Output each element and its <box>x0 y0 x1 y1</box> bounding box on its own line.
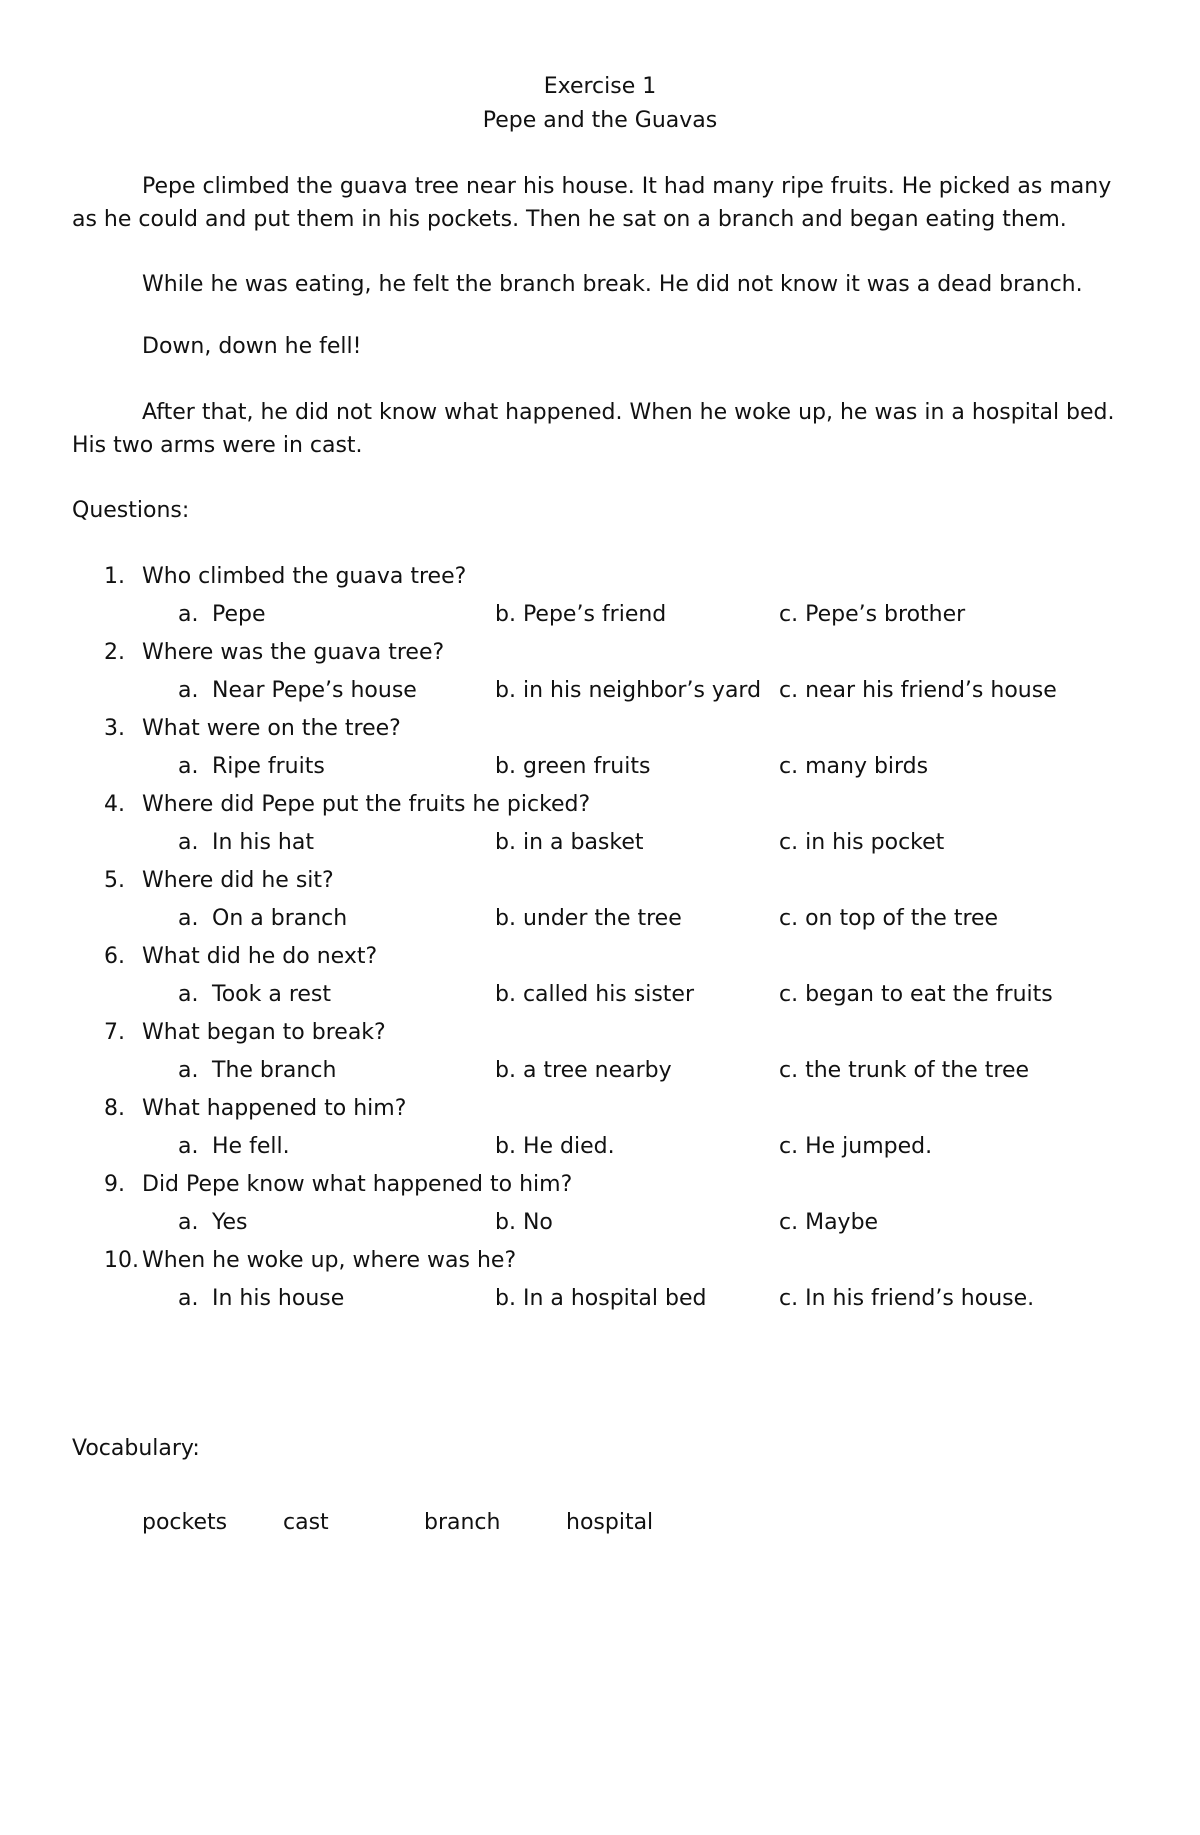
choice-b: b. in a basket <box>495 830 644 855</box>
choice-a-letter: a. <box>178 906 199 931</box>
vocabulary-word: branch <box>424 1510 501 1535</box>
question-item-8 <box>0 1092 1200 1168</box>
question-text: What began to break? <box>142 1020 386 1045</box>
vocabulary-word: hospital <box>566 1510 654 1535</box>
choice-a-letter: a. <box>178 678 199 703</box>
story-paragraph-1: Pepe climbed the guava tree near his house. It had many ripe fruits. He picked as many as he could and put them in his pockets. Then he sat on a branch and began eating them. <box>72 174 1112 232</box>
question-number: 3. <box>104 716 125 741</box>
choice-a-letter: a. <box>178 982 199 1007</box>
choice-a: On a branch <box>212 906 348 931</box>
choice-a: Pepe <box>212 602 266 627</box>
vocabulary-heading: Vocabulary: <box>72 1436 200 1461</box>
choice-a: He fell. <box>212 1134 290 1159</box>
choice-a-letter: a. <box>178 1286 199 1311</box>
question-text: What were on the tree? <box>142 716 401 741</box>
choice-c: c. Maybe <box>779 1210 879 1235</box>
choice-c: c. the trunk of the tree <box>779 1058 1030 1083</box>
question-text: When he woke up, where was he? <box>142 1248 517 1273</box>
question-text: Who climbed the guava tree? <box>142 564 467 589</box>
story-paragraph-3: Down, down he fell! <box>142 334 362 359</box>
question-number: 4. <box>104 792 125 817</box>
question-number: 9. <box>104 1172 125 1197</box>
question-text: Where was the guava tree? <box>142 640 445 665</box>
choice-c: c. on top of the tree <box>779 906 999 931</box>
choice-c: c. many birds <box>779 754 929 779</box>
choice-a: In his house <box>212 1286 345 1311</box>
choice-b: b. He died. <box>495 1134 615 1159</box>
question-item-5 <box>0 864 1200 940</box>
choice-b: b. green fruits <box>495 754 651 779</box>
question-item-3 <box>0 712 1200 788</box>
story-paragraph-4: After that, he did not know what happened. When he woke up, he was in a hospital bed. His two arms were in cast. <box>72 400 1115 458</box>
question-item-6 <box>0 940 1200 1016</box>
vocabulary-list <box>0 1506 1200 1540</box>
story-paragraph-2: While he was eating, he felt the branch break. He did not know it was a dead branch. <box>142 272 1083 297</box>
choice-c: c. began to eat the fruits <box>779 982 1053 1007</box>
choice-b: b. Pepe’s friend <box>495 602 667 627</box>
story-title: Pepe and the Guavas <box>482 108 718 133</box>
question-item-1 <box>0 560 1200 636</box>
choice-c: c. In his friend’s house. <box>779 1286 1035 1311</box>
question-number: 1. <box>104 564 125 589</box>
choice-b: b. No <box>495 1210 553 1235</box>
question-item-9 <box>0 1168 1200 1244</box>
choice-b: b. a tree nearby <box>495 1058 672 1083</box>
choice-b: b. In a hospital bed <box>495 1286 707 1311</box>
exercise-title: Exercise 1 <box>543 74 657 99</box>
choice-c: c. He jumped. <box>779 1134 933 1159</box>
choice-a-letter: a. <box>178 830 199 855</box>
question-text: Where did Pepe put the fruits he picked? <box>142 792 591 817</box>
question-item-7 <box>0 1016 1200 1092</box>
choice-b: b. called his sister <box>495 982 694 1007</box>
question-text: What happened to him? <box>142 1096 407 1121</box>
question-number: 6. <box>104 944 125 969</box>
choice-a: The branch <box>212 1058 337 1083</box>
choice-a: Yes <box>212 1210 248 1235</box>
question-text: Did Pepe know what happened to him? <box>142 1172 573 1197</box>
choice-a: Ripe fruits <box>212 754 325 779</box>
question-item-10 <box>0 1244 1200 1320</box>
question-text: Where did he sit? <box>142 868 334 893</box>
choice-a: Near Pepe’s house <box>212 678 417 703</box>
question-item-2 <box>0 636 1200 712</box>
choice-a-letter: a. <box>178 1210 199 1235</box>
choice-a-letter: a. <box>178 602 199 627</box>
question-number: 7. <box>104 1020 125 1045</box>
question-item-4 <box>0 788 1200 864</box>
choice-a-letter: a. <box>178 754 199 779</box>
choice-b: b. in his neighbor’s yard <box>495 678 762 703</box>
question-number: 2. <box>104 640 125 665</box>
choice-c: c. Pepe’s brother <box>779 602 966 627</box>
question-text: What did he do next? <box>142 944 378 969</box>
questions-heading: Questions: <box>72 498 190 523</box>
choice-a-letter: a. <box>178 1058 199 1083</box>
question-number: 10. <box>104 1248 139 1273</box>
vocabulary-word: cast <box>283 1510 329 1535</box>
choice-c: c. near his friend’s house <box>779 678 1057 703</box>
choice-a: In his hat <box>212 830 314 855</box>
choice-a: Took a rest <box>212 982 332 1007</box>
question-number: 5. <box>104 868 125 893</box>
vocabulary-word: pockets <box>142 1510 228 1535</box>
choice-a-letter: a. <box>178 1134 199 1159</box>
question-number: 8. <box>104 1096 125 1121</box>
choice-c: c. in his pocket <box>779 830 945 855</box>
choice-b: b. under the tree <box>495 906 682 931</box>
questions-list <box>0 560 1200 1320</box>
